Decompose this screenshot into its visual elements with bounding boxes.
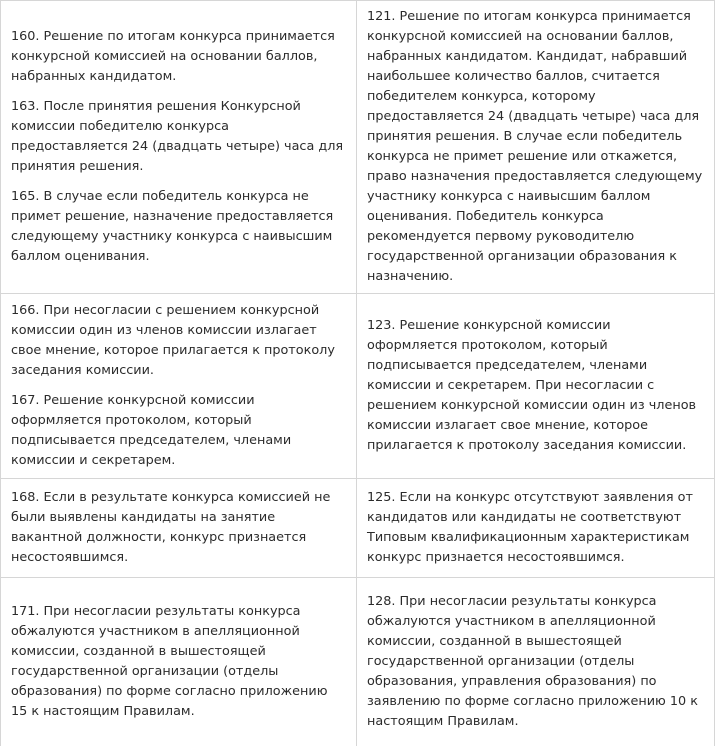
paragraph-171: 171. При несогласии результаты конкурса обжалуются участником в апелляционной комиссии, созданной в вышестоящей государственной организации (отделы образования) по форме согласно приложению 15 к настоящим Правилам. — [11, 603, 328, 719]
old-rules-cell — [1, 479, 357, 578]
paragraph-168: 168. Если в результате конкурса комиссией не были выявлены кандидаты на занятие вакантной должности, конкурс признается несостоявшимся. — [11, 490, 331, 565]
paragraph-125: 125. Если на конкурс отсутствуют заявления от кандидатов или кандидаты не соответствуют Типовым квалификационным характеристикам конкурс признается несостоявшимся. — [367, 490, 693, 565]
paragraph-121: 121. Решение по итогам конкурса принимается конкурсной комиссией на основании баллов, набранных кандидатом. Кандидат, набравший наибольшее количество баллов, считается победителем конкурса, которому предоставляется 24 (двадцать четыре) часа для принятия решения. В случае если победитель конкурса не примет решение или откажется, право назначения предоставляется следующему участнику конкурса с наивысшим баллом оценивания. Победитель конкурса рекомендуется первому руководителю государственной организации образования к назначению. — [367, 9, 703, 284]
table-row — [1, 479, 715, 578]
old-rules-cell — [1, 1, 357, 294]
paragraph-160: 160. Решение по итогам конкурса принимается конкурсной комиссией на основании баллов, набранных кандидатом. — [11, 29, 335, 84]
new-rules-cell — [357, 479, 715, 578]
paragraph-167: 167. Решение конкурсной комиссии оформляется протоколом, который подписывается председателем, членами комиссии и секретарем. — [11, 393, 292, 468]
paragraph-166: 166. При несогласии с решением конкурсной комиссии один из членов комиссии излагает свое мнение, которое прилагается к протоколу заседания комиссии. — [11, 303, 335, 378]
old-rules-cell — [1, 294, 357, 479]
table-row — [1, 578, 715, 746]
table-row — [1, 294, 715, 479]
new-rules-cell — [357, 1, 715, 294]
old-rules-cell — [1, 578, 357, 746]
paragraph-165: 165. В случае если победитель конкурса не примет решение, назначение предоставляется следующему участнику конкурса с наивысшим баллом оценивания. — [11, 189, 334, 264]
paragraph-128: 128. При несогласии результаты конкурса обжалуются участником в апелляционной комиссии, созданной в вышестоящей государственной организации (отделы образования, управления образования) по заявлению по форме согласно приложению 10 к настоящим Правилам. — [367, 593, 698, 729]
paragraph-123: 123. Решение конкурсной комиссии оформляется протоколом, который подписывается председателем, членами комиссии и секретарем. При несогласии с решением конкурсной комиссии один из членов комиссии излагает свое мнение, которое прилагается к протоколу заседания комиссии. — [367, 318, 697, 453]
paragraph-163: 163. После принятия решения Конкурсной комиссии победителю конкурса предоставляется 24 (двадцать четыре) часа для принятия решения. — [11, 99, 344, 174]
table-row — [1, 1, 715, 294]
new-rules-cell — [357, 294, 715, 479]
new-rules-cell — [357, 578, 715, 746]
